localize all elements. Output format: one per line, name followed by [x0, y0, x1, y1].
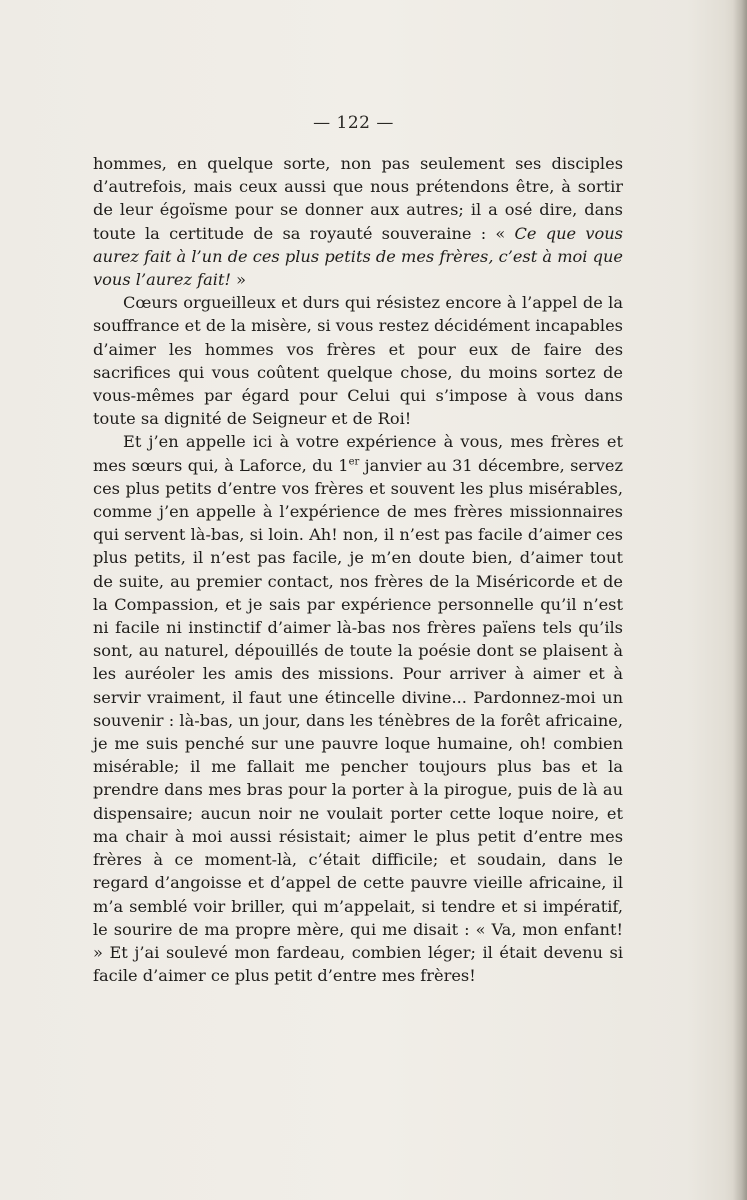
paragraph-3-text-start: Et j’en appelle ici à votre expérience à vous, mes frères et mes sœurs qui, à Laforce, du 1 [93, 432, 623, 475]
paragraph-3-text-rest: janvier au 31 décembre, servez ces plus petits d’entre vos frères et souvent les plus misérables, comme j’en appelle à l’expérience de mes frères missionnaires qui servent là-bas, si loin. Ah! non, il n’est pas facile d’aimer ces plus petits, il n’est pas facile, je m’en doute bien, d’aimer tout de suite, au premier contact, nos frères de la Miséricorde et de la Compassion, et je sais par expérience personnelle qu’il n’est ni facile ni instinctif d’aimer là-bas nos frères païens tels qu’ils sont, au naturel, dépouillés de toute la poésie dont se plaisent à les auréoler les amis des missions. Pour arriver à aimer et à servir vraiment, il faut une étincelle divine... Pardonnez-moi un souvenir : là-bas, un jour, dans les ténèbres de la forêt africaine, je me suis penché sur une pauvre loque humaine, oh! combien misérable; il me fallait me pencher toujours plus bas et la prendre dans mes bras pour la porter à la pirogue, puis de là au dispensaire; aucun noir ne voulait porter cette loque noire, et ma chair à moi aussi résistait; aimer le plus petit d’entre mes frères à ce moment-là, c’était difficile; et soudain, dans le regard d’angoisse et d’appel de cette pauvre vieille africaine, il m’a semblé voir briller, qui m’appelait, si tendre et si impératif, le sourire de ma propre mère, qui me disait : « Va, mon enfant! » Et j’ai soulevé mon fardeau, combien léger; il était devenu si facile d’aimer ce plus petit d’entre mes frères! [93, 455, 623, 986]
paragraph-2: Cœurs orgueilleux et durs qui résistez encore à l’appel de la souffrance et de la misère, si vous restez décidément incapables d’aimer les hommes vos frères et pour eux de faire des sacrifices qui vous coûtent quelque chose, du moins sortez de vous-mêmes par égard pour Celui qui s’impose à vous dans toute sa dignité de Seigneur et de Roi! [93, 293, 623, 429]
ordinal-suffix: er [348, 456, 360, 468]
paragraph-1-text: hommes, en quelque sorte, non pas seulement ses disciples d’autrefois, mais ceux aussi que nous prétendons être, à sortir de leur égoïsme pour se donner aux autres; il a osé dire, dans toute la certitude de sa royauté souveraine : « [93, 154, 623, 243]
gospel-quote: Ce que vous aurez fait à l’un de ces plus petits de mes frères, c’est à moi que vous l’aurez fait! [93, 223, 623, 290]
paragraph-3 [93, 430, 623, 987]
paragraph-1-close: » [231, 270, 247, 290]
body-text [93, 152, 623, 987]
page-number: — 122 — [313, 113, 394, 133]
paragraph-1 [93, 152, 623, 291]
page-edge-shadow [733, 0, 747, 1200]
